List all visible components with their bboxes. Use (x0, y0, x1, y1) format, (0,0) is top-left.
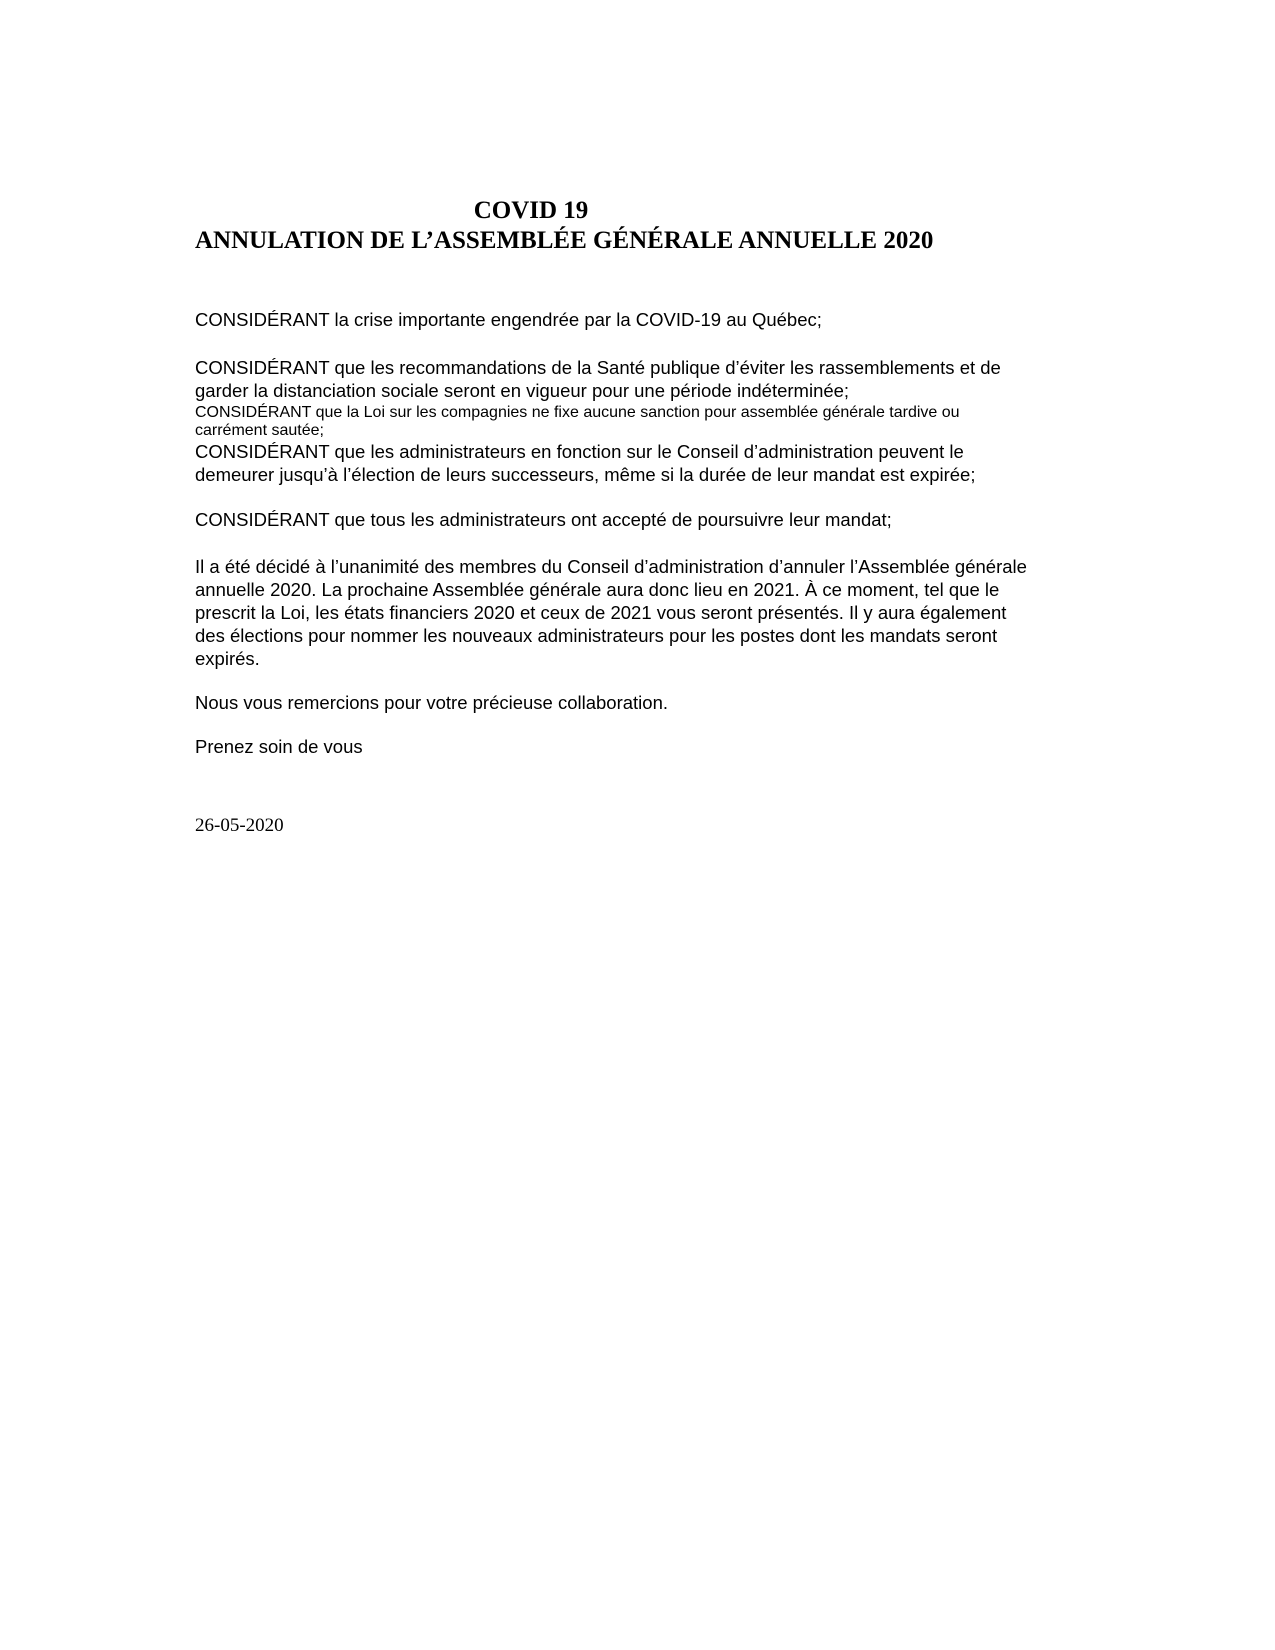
paragraph-line: prescrit la Loi, les états financiers 2020 et ceux de 2021 vous seront présentés. Il y aura également (195, 602, 1007, 623)
paragraph-line: expirés. (195, 648, 260, 669)
paragraph-line: garder la distanciation sociale seront en vigueur pour une période indéterminée; (195, 380, 850, 401)
document-date: 26-05-2020 (195, 815, 284, 836)
paragraph-line: demeurer jusqu’à l’élection de leurs successeurs, même si la durée de leur mandat est expirée; (195, 464, 976, 485)
paragraph-line: Prenez soin de vous (195, 736, 363, 757)
paragraph-thanks (195, 691, 1095, 714)
document-subtitle: ANNULATION DE L’ASSEMBLÉE GÉNÉRALE ANNUELLE 2020 (195, 227, 934, 254)
paragraph-line: annuelle 2020. La prochaine Assemblée générale aura donc lieu en 2021. À ce moment, tel que le (195, 579, 1000, 600)
paragraph-line: CONSIDÉRANT la crise importante engendrée par la COVID-19 au Québec; (195, 309, 822, 330)
paragraph-consideration-5 (195, 508, 1095, 531)
paragraph-closing (195, 735, 1095, 758)
paragraph-line: carrément sautée; (195, 422, 324, 439)
paragraph-consideration-2 (195, 356, 1095, 402)
paragraph-consideration-4 (195, 440, 1095, 486)
paragraph-line: CONSIDÉRANT que tous les administrateurs ont accepté de poursuivre leur mandat; (195, 509, 892, 530)
paragraph-line: CONSIDÉRANT que la Loi sur les compagnies ne fixe aucune sanction pour assemblée générale tardive ou (195, 404, 960, 421)
document-title: COVID 19 (473, 197, 589, 224)
paragraph-consideration-1 (195, 308, 1095, 331)
paragraph-line: Il a été décidé à l’unanimité des membres du Conseil d’administration d’annuler l’Assemblée générale (195, 556, 1027, 577)
paragraph-line: CONSIDÉRANT que les recommandations de la Santé publique d’éviter les rassemblements et de (195, 357, 1001, 378)
paragraph-line: des élections pour nommer les nouveaux administrateurs pour les postes dont les mandats seront (195, 625, 998, 646)
paragraph-line: CONSIDÉRANT que les administrateurs en fonction sur le Conseil d’administration peuvent le (195, 441, 964, 462)
paragraph-line: Nous vous remercions pour votre précieuse collaboration. (195, 692, 669, 713)
paragraph-consideration-3 (195, 404, 1095, 440)
paragraph-decision (195, 555, 1095, 670)
